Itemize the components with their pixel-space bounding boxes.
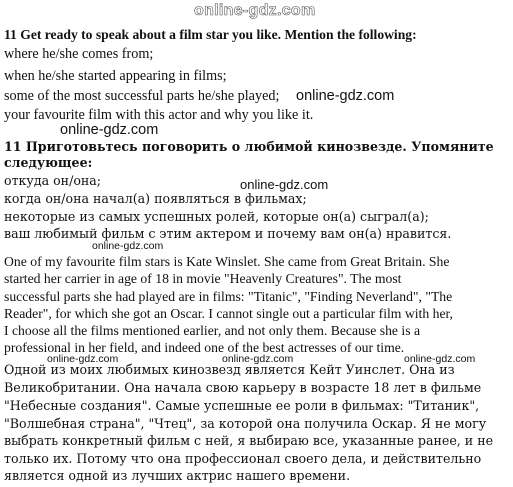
task-ru-item: когда он/она начал(а) появляться в фильмах; — [4, 191, 307, 206]
answer-en-line: One of my favourite film stars is Kate Winslet. She came from Great Britain. She — [4, 254, 450, 269]
answer-ru-line: выбрать конкретный фильм с ней, я выбираю все, указанные ранее, и не — [4, 433, 494, 448]
task-en-item: some of the most successful parts he/she played; — [4, 88, 280, 104]
task-ru-item: ваш любимый фильм с этим актером и почему вам он(а) нравится. — [4, 226, 452, 241]
watermark: online-gdz.com — [240, 177, 329, 192]
watermark: online-gdz.com — [404, 353, 476, 365]
answer-ru-line: Одной из моих любимых кинозвезд является Кейт Уинслет. Она из — [4, 362, 455, 377]
task-en-heading: 11 Get ready to speak about a film star you like. Mention the following: — [4, 27, 417, 42]
answer-ru-line: только их. Потому что она профессионал своего дела, и действительно — [4, 451, 482, 466]
watermark-top: online-gdz.com — [194, 2, 316, 19]
task-ru-heading: 11 Приготовьтесь поговорить о любимой кинозвезде. Упомяните — [4, 139, 494, 154]
task-en-item: where he/she comes from; — [4, 46, 154, 62]
watermark: online-gdz.com — [296, 88, 395, 104]
watermark: online-gdz.com — [92, 240, 164, 252]
watermark: online-gdz.com — [47, 353, 119, 365]
task-ru-item: откуда он/она; — [4, 173, 102, 188]
answer-en-line: started her carrier in age of 18 in movie "Heavenly Creatures". The most — [4, 271, 402, 286]
task-ru-heading: следующее: — [4, 155, 93, 170]
answer-ru-line: является одной из лучших актрис нашего времени. — [4, 468, 351, 483]
answer-en-line: successful parts she had played are in films: "Titanic", "Finding Neverland", "The — [4, 289, 453, 304]
answer-ru-line: Великобритании. Она начала свою карьеру в возрасте 18 лет в фильме — [4, 380, 482, 395]
answer-en-line: Reader", for which she got an Oscar. I cannot single out a particular film with her, — [4, 306, 453, 321]
task-en-item: your favourite film with this actor and why you like it. — [4, 107, 314, 123]
task-en-item: when he/she started appearing in films; — [4, 68, 227, 84]
answer-ru-line: "Небесные создания". Самые успешные ее роли в фильмах: "Титаник", — [4, 398, 480, 413]
watermark: online-gdz.com — [222, 353, 294, 365]
answer-en-line: professional in her field, and indeed one of the best actresses of our time. — [4, 340, 405, 355]
task-ru-item: некоторые из самых успешных ролей, которые он(а) сыграл(а); — [4, 209, 429, 224]
watermark: online-gdz.com — [60, 122, 159, 138]
answer-en-line: I choose all the films mentioned earlier, and not only them. Because she is a — [4, 323, 421, 338]
answer-ru-line: "Волшебная страна", "Чтец", за которой она получила Оскар. Я не могу — [4, 416, 487, 431]
